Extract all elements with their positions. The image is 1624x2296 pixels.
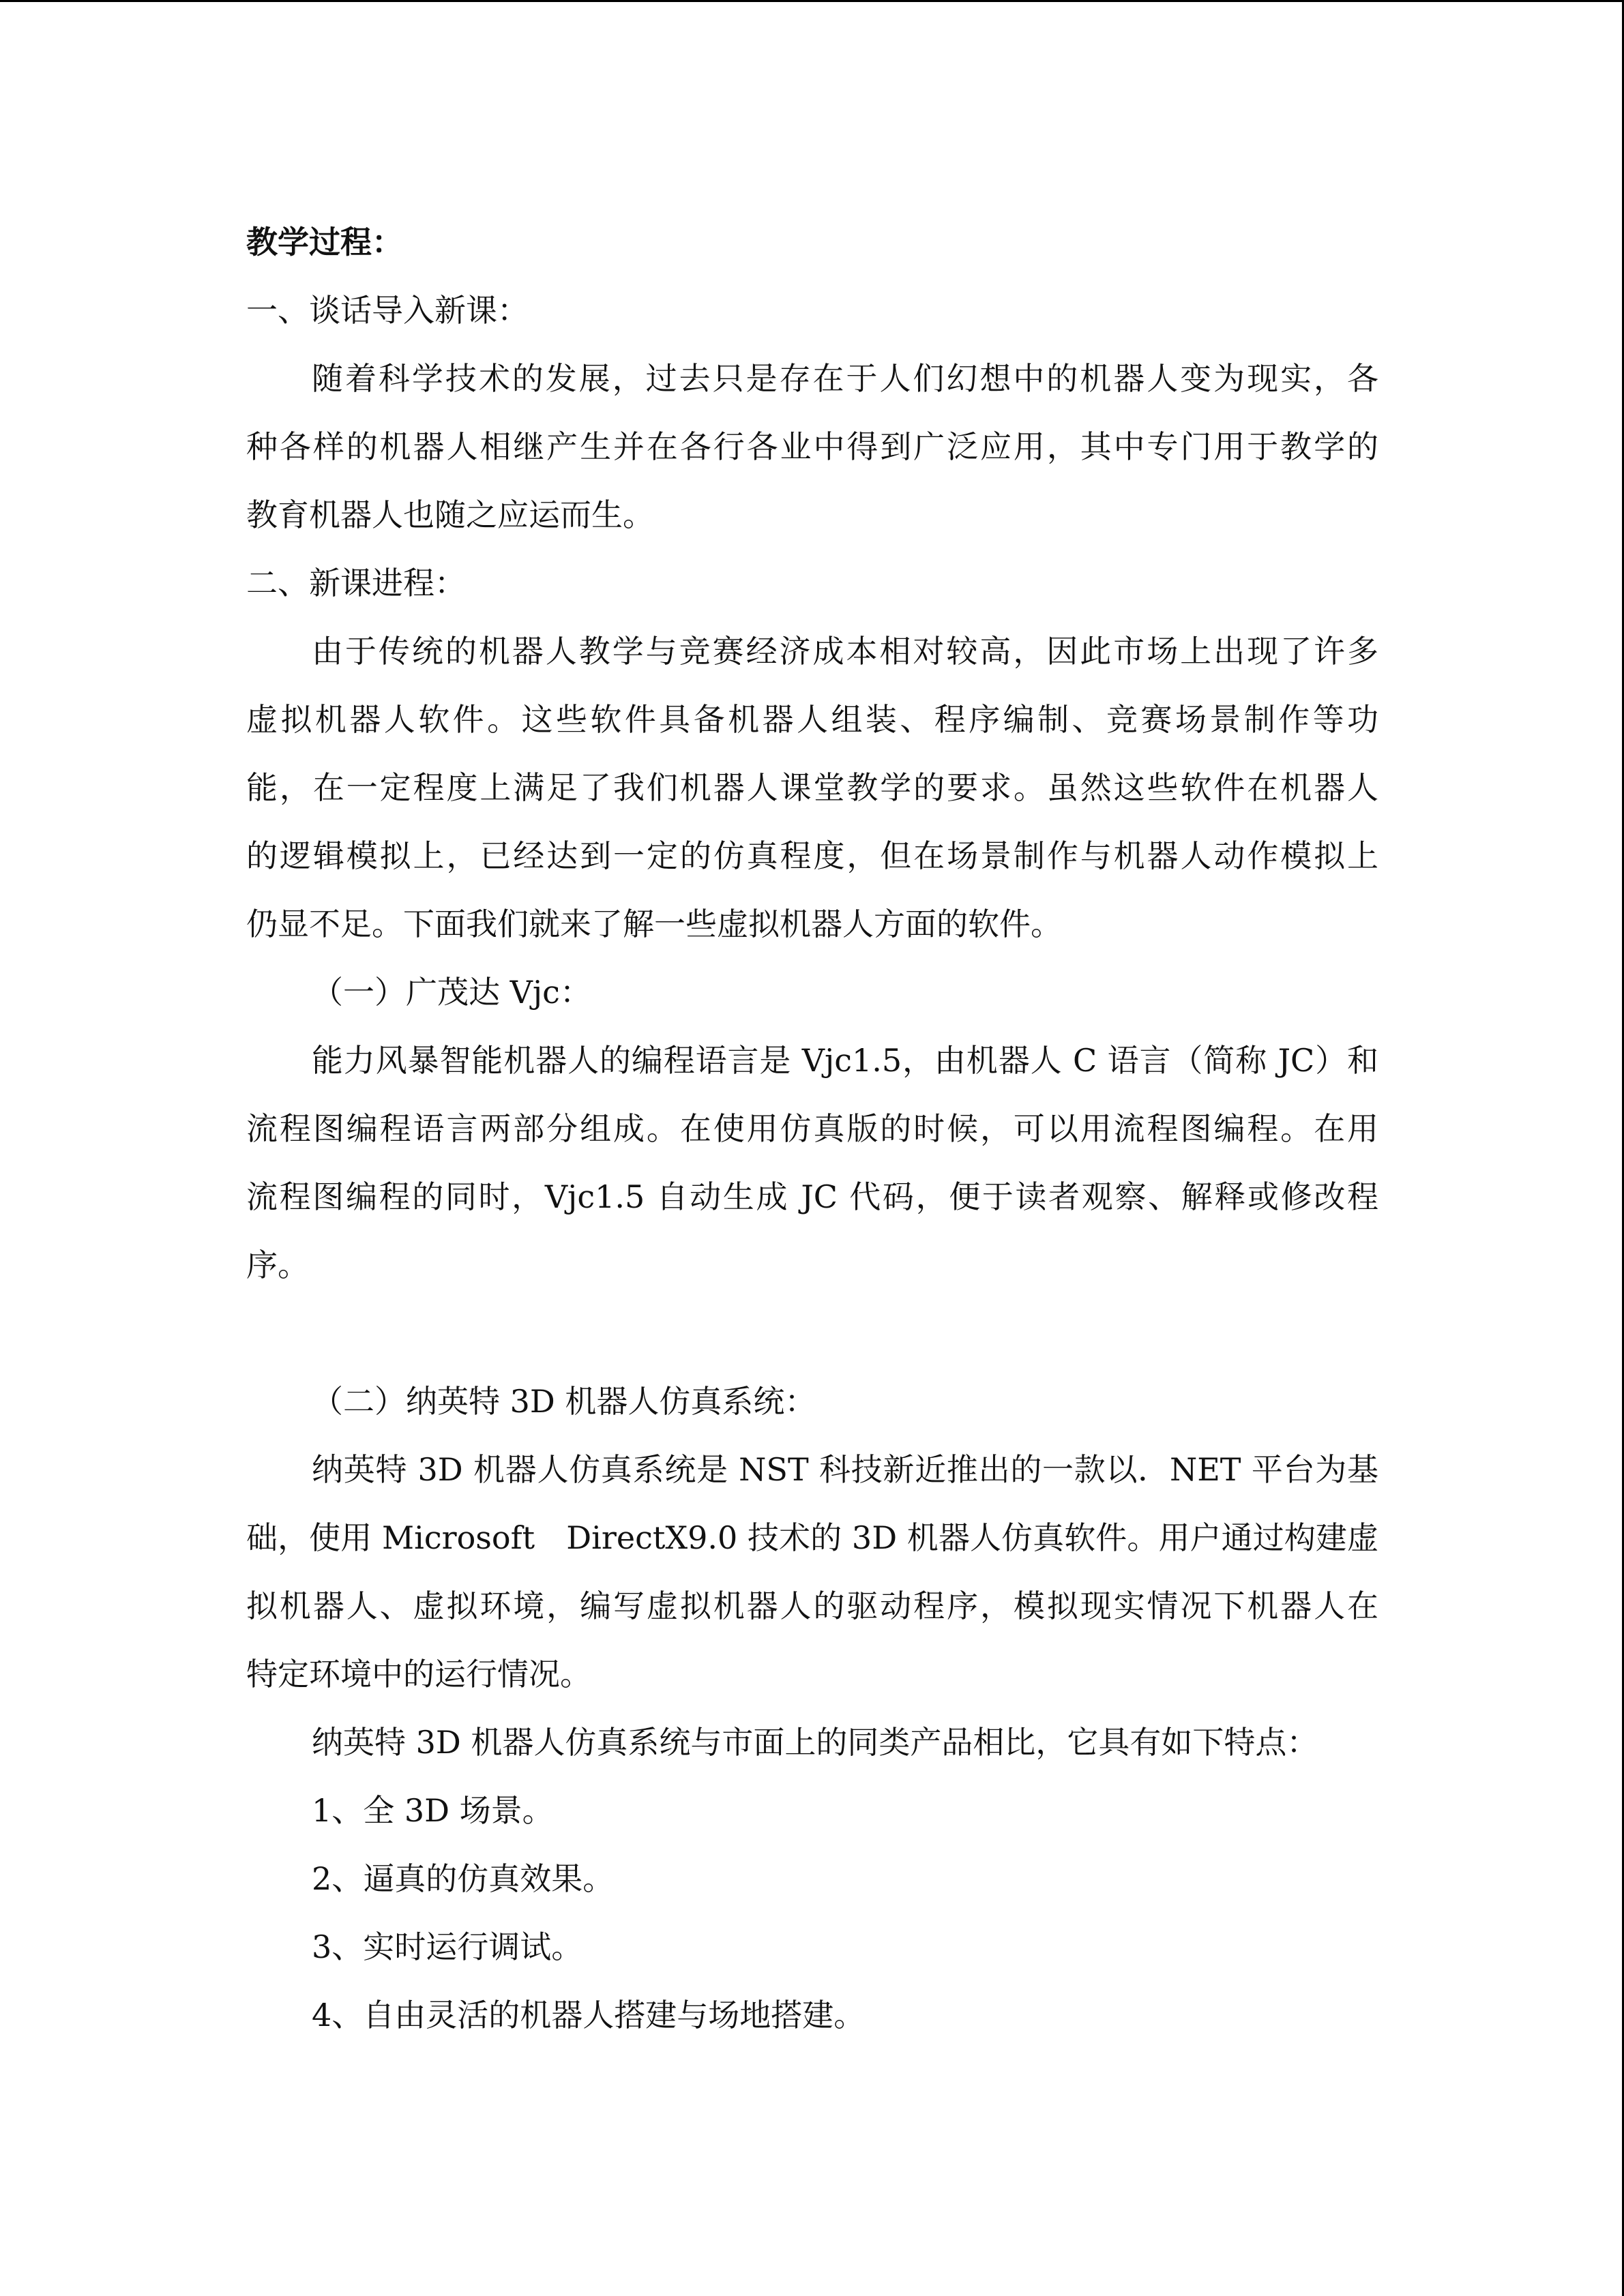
section1-paragraph-line: 教育机器人也随之应运而生。 xyxy=(246,496,654,533)
subsection1-heading: （一）广茂达 Vjc： xyxy=(312,974,591,1011)
blank-line xyxy=(246,1299,1378,1367)
section2-heading: 二、新课进程： xyxy=(246,565,466,601)
subsection1-line: 序。 xyxy=(246,1247,309,1283)
section1-heading: 一、谈话导入新课： xyxy=(246,292,529,329)
section1-paragraph-line: 种各样的机器人相继产生并在各行各业中得到广泛应用，其中专门用于教学的 xyxy=(246,428,1378,465)
document-title: 教学过程： xyxy=(246,224,403,260)
section1-paragraph-line: 随着科学技术的发展，过去只是存在于人们幻想中的机器人变为现实，各 xyxy=(312,360,1378,397)
subsection1-line: 流程图编程的同时，Vjc1.5 自动生成 JC 代码，便于读者观察、解释或修改程 xyxy=(246,1178,1378,1215)
subsection2-line: 拟机器人、虚拟环境，编写虚拟机器人的驱动程序，模拟现实情况下机器人在 xyxy=(246,1587,1378,1624)
feature-item: 4、自由灵活的机器人搭建与场地搭建。 xyxy=(312,1997,866,2033)
section2-intro-line: 仍显不足。下面我们就来了解一些虚拟机器人方面的软件。 xyxy=(246,906,1062,942)
subsection1-line: 能力风暴智能机器人的编程语言是 Vjc1.5，由机器人 C 语言（简称 JC）和 xyxy=(312,1042,1378,1079)
subsection2-line: 础，使用 Microsoft DirectX9.0 技术的 3D 机器人仿真软件。用户通过构建虚 xyxy=(246,1519,1378,1556)
feature-item: 3、实时运行调试。 xyxy=(312,1928,583,1965)
subsection2-line: 纳英特 3D 机器人仿真系统是 NST 科技新近推出的一款以．NET 平台为基 xyxy=(312,1451,1378,1488)
subsection1-line: 流程图编程语言两部分组成。在使用仿真版的时候，可以用流程图编程。在用 xyxy=(246,1110,1378,1147)
section2-intro-line: 由于传统的机器人教学与竞赛经济成本相对较高，因此市场上出现了许多 xyxy=(312,633,1378,670)
document-body xyxy=(246,208,1378,2049)
section2-intro-line: 能，在一定程度上满足了我们机器人课堂教学的要求。虽然这些软件在机器人 xyxy=(246,769,1378,806)
features-intro: 纳英特 3D 机器人仿真系统与市面上的同类产品相比，它具有如下特点： xyxy=(312,1724,1318,1761)
subsection2-line: 特定环境中的运行情况。 xyxy=(246,1656,591,1693)
feature-item: 1、全 3D 场景。 xyxy=(312,1792,554,1829)
section2-intro-line: 虚拟机器人软件。这些软件具备机器人组装、程序编制、竞赛场景制作等功 xyxy=(246,701,1378,738)
feature-item: 2、逼真的仿真效果。 xyxy=(312,1860,615,1897)
subsection2-heading: （二）纳英特 3D 机器人仿真系统： xyxy=(312,1383,816,1420)
section2-intro-line: 的逻辑模拟上，已经达到一定的仿真程度，但在场景制作与机器人动作模拟上 xyxy=(246,837,1378,874)
